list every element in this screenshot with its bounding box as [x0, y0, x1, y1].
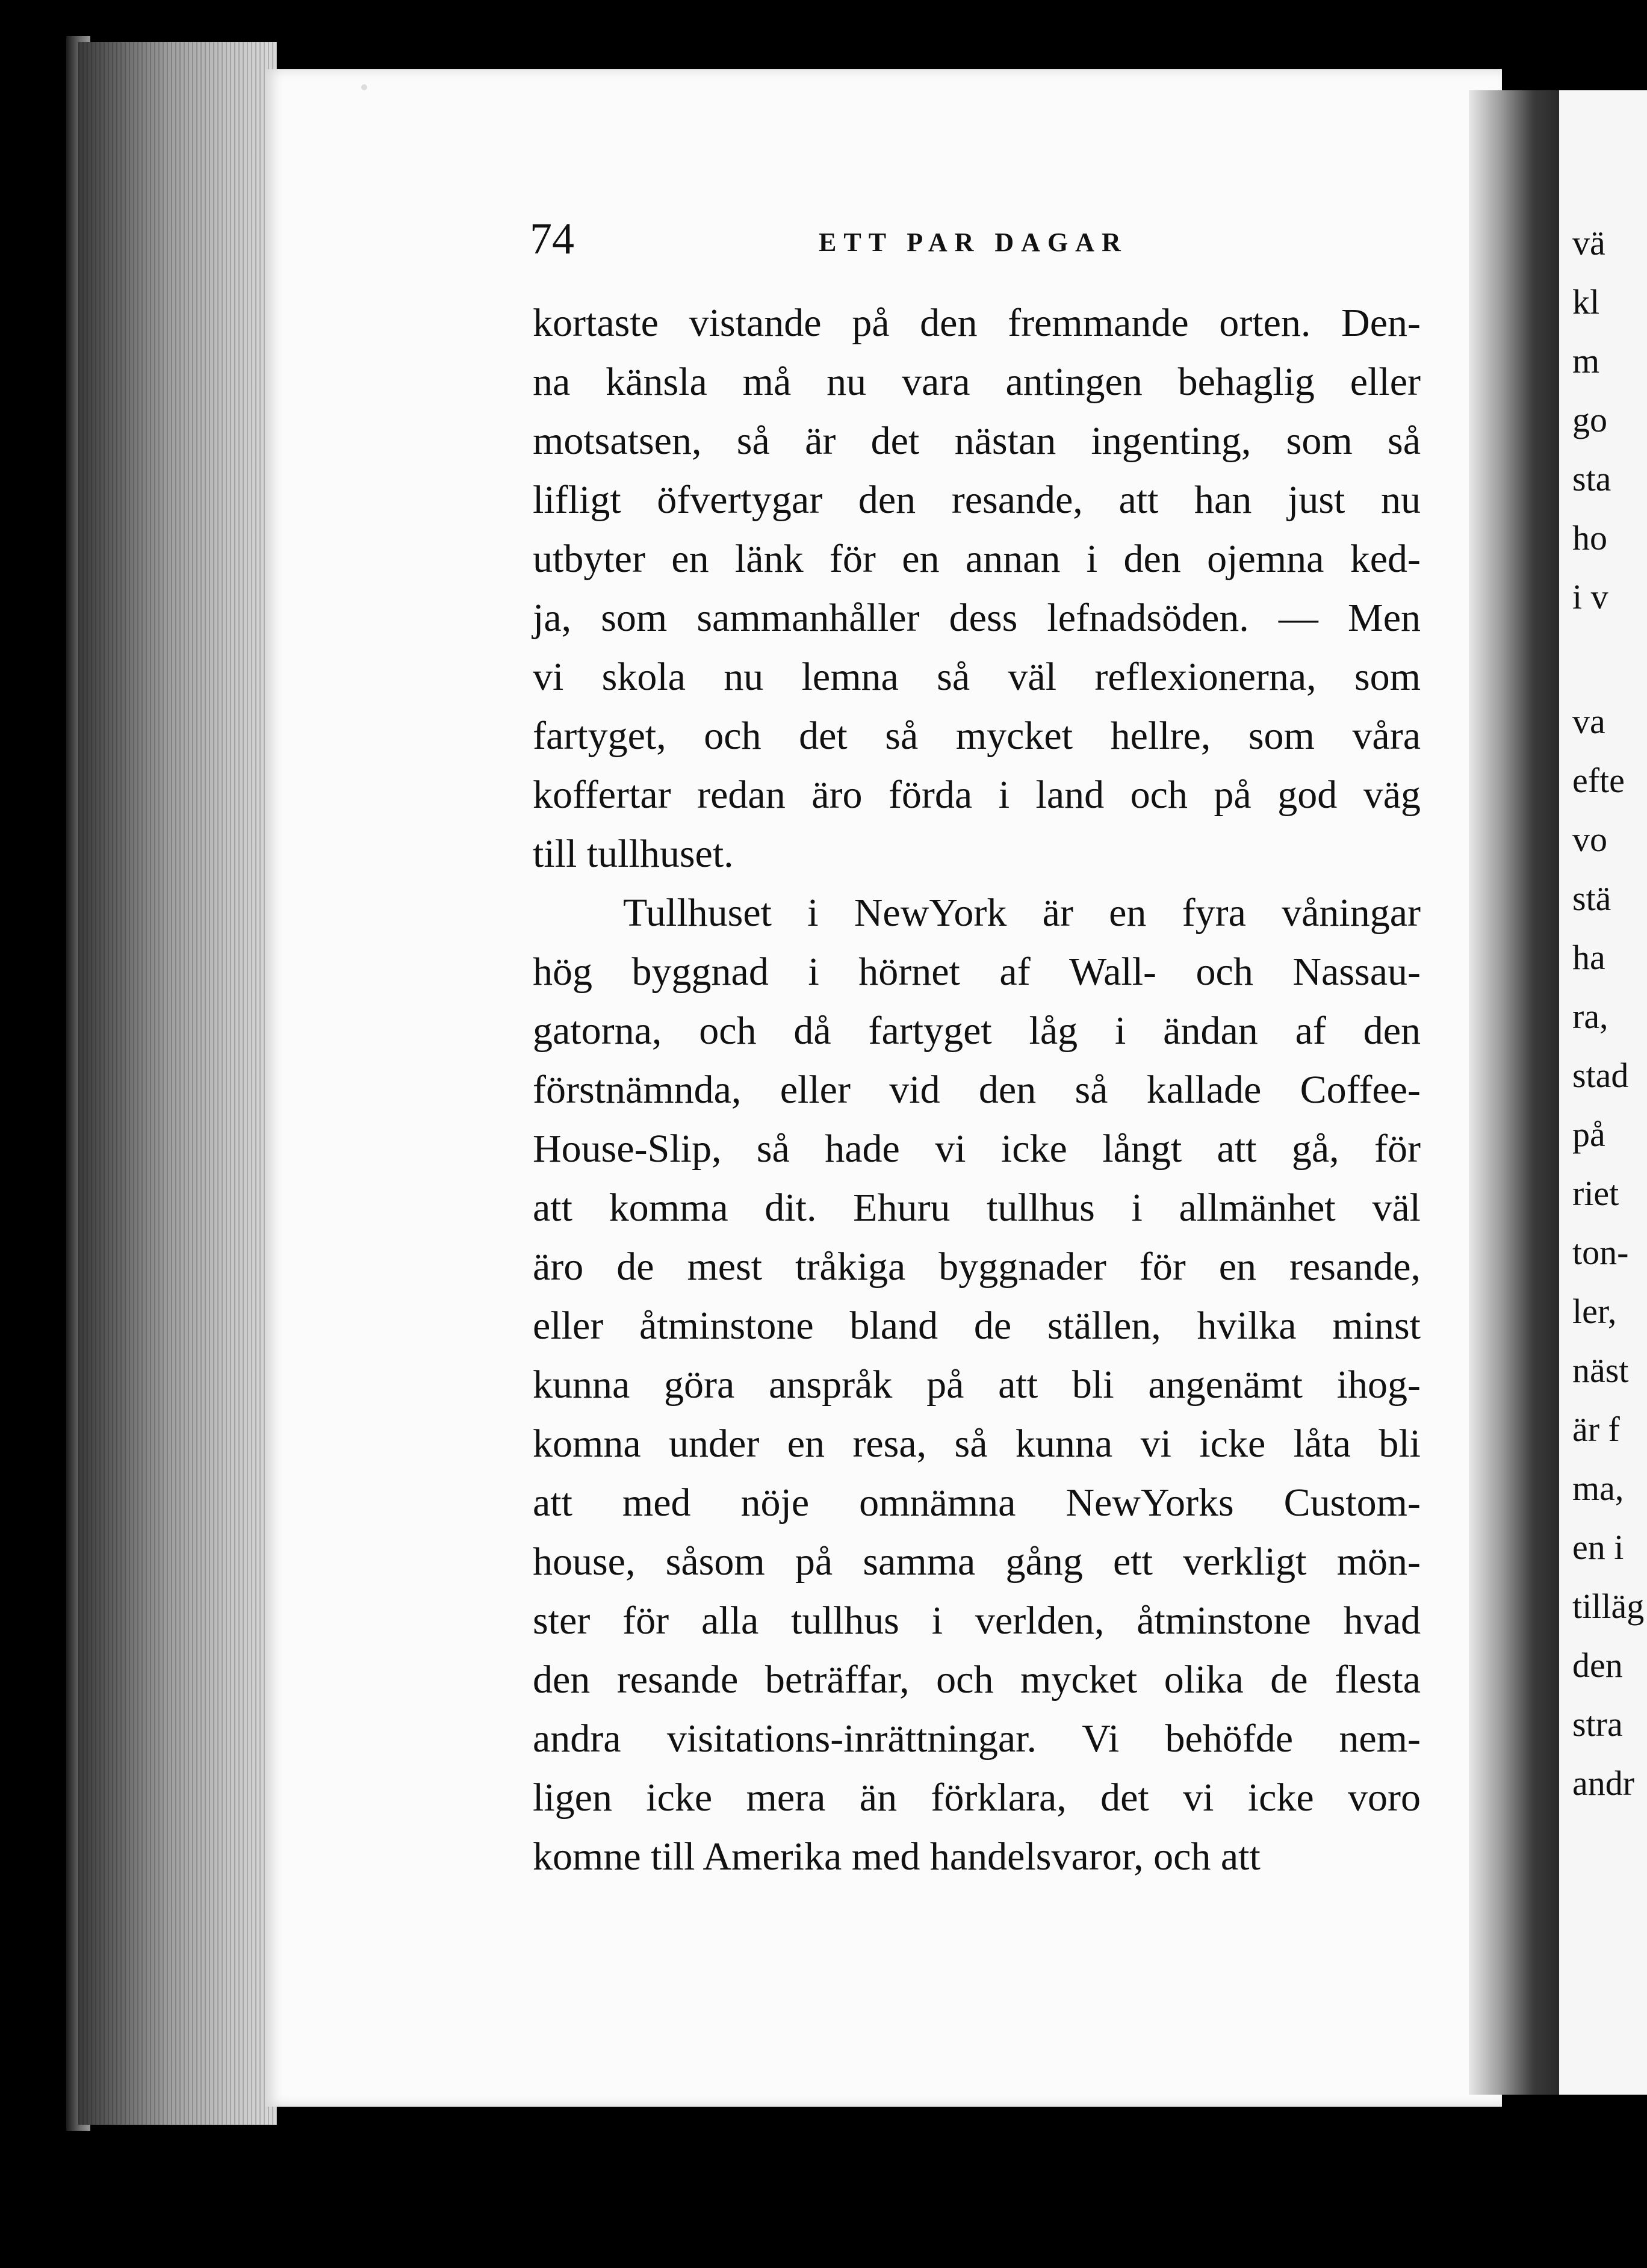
facing-page-fragment: ton-	[1572, 1233, 1629, 1272]
facing-page-fragment: ra,	[1572, 997, 1608, 1036]
text-line: hög byggnad i hörnet af Wall- och Nassau-	[533, 950, 1421, 994]
facing-page-fragment: näst	[1572, 1351, 1629, 1390]
facing-page-fragment: efte	[1572, 761, 1625, 800]
text-line: till tullhuset.	[533, 832, 734, 876]
facing-page-fragment: stad	[1572, 1056, 1629, 1095]
body-text	[533, 294, 1421, 1886]
facing-page-fragment: ho	[1572, 518, 1607, 557]
page-speck	[361, 84, 367, 90]
text-line: andra visitations-inrättningar. Vi behöfde nem-	[533, 1717, 1421, 1761]
text-line: House-Slip, så hade vi icke långt att gå, för	[533, 1127, 1421, 1171]
text-line: Tullhuset i NewYork är en fyra våningar	[623, 891, 1421, 935]
facing-page-fragment: den	[1572, 1646, 1623, 1685]
text-line: gatorna, och då fartyget låg i ändan af den	[533, 1009, 1421, 1053]
text-line: komne till Amerika med handelsvaror, och att	[533, 1835, 1261, 1879]
text-line: ja, som sammanhåller dess lefnadsöden. — Men	[533, 596, 1421, 640]
text-line: eller åtminstone bland de ställen, hvilka minst	[533, 1304, 1421, 1348]
facing-page-fragment: m	[1572, 341, 1600, 380]
text-line: kortaste vistande på den fremmande orten. Den-	[533, 301, 1421, 345]
text-line: koffertar redan äro förda i land och på god väg	[533, 773, 1421, 817]
facing-page-fragment: ma,	[1572, 1469, 1624, 1508]
facing-page-fragment: ler,	[1572, 1292, 1617, 1331]
facing-page-fragment: en i	[1572, 1528, 1624, 1567]
text-line: kunna göra anspråk på att bli angenämt ihog-	[533, 1363, 1421, 1407]
facing-page-fragment: andr	[1572, 1764, 1635, 1803]
text-line: att med nöje omnämna NewYorks Custom-	[533, 1481, 1421, 1525]
facing-page-fragment: vä	[1572, 223, 1605, 262]
facing-page-fragment: på	[1572, 1115, 1605, 1154]
text-line: äro de mest tråkiga byggnader för en resande,	[533, 1245, 1421, 1289]
text-line: utbyter en länk för en annan i den ojemna ked-	[533, 537, 1421, 581]
facing-page	[1559, 90, 1647, 2095]
facing-page-fragment: vo	[1572, 820, 1607, 859]
text-line: komna under en resa, så kunna vi icke låta bli	[533, 1422, 1421, 1466]
facing-page-fragment: ha	[1572, 938, 1605, 977]
text-line: ligen icke mera än förklara, det vi icke voro	[533, 1776, 1421, 1820]
text-line: na känsla må nu vara antingen behaglig eller	[533, 360, 1421, 404]
text-line: förstnämnda, eller vid den så kallade Coffee-	[533, 1068, 1421, 1112]
text-line: den resande beträffar, och mycket olika de flesta	[533, 1658, 1421, 1702]
text-line: motsatsen, så är det nästan ingenting, som så	[533, 419, 1421, 463]
facing-page-fragment: stä	[1572, 879, 1611, 918]
text-line: ster för alla tullhus i verlden, åtminstone hvad	[533, 1599, 1421, 1643]
facing-page-fragment: i v	[1572, 577, 1608, 616]
facing-page-fragment: go	[1572, 400, 1607, 439]
header-title: ETT PAR DAGAR	[819, 228, 1128, 257]
facing-page-fragment: sta	[1572, 459, 1611, 498]
text-line: lifligt öfvertygar den resande, att han just nu	[533, 478, 1421, 522]
text-line: vi skola nu lemna så väl reflexionerna, som	[533, 655, 1421, 699]
running-head	[530, 214, 1505, 268]
facing-page-fragment: kl	[1572, 282, 1600, 321]
page-stack-edges	[78, 42, 277, 2125]
facing-page-fragment: riet	[1572, 1174, 1619, 1213]
text-line: fartyget, och det så mycket hellre, som våra	[533, 714, 1421, 758]
facing-page-fragment: tilläg	[1572, 1587, 1645, 1626]
facing-page-fragment: va	[1572, 702, 1605, 741]
facing-page-fragment: är f	[1572, 1410, 1620, 1449]
text-line: house, såsom på samma gång ett verkligt mön-	[533, 1540, 1421, 1584]
text-line: att komma dit. Ehuru tullhus i allmänhet väl	[533, 1186, 1421, 1230]
facing-page-fragment: stra	[1572, 1705, 1623, 1744]
page-number: 74	[530, 214, 574, 264]
